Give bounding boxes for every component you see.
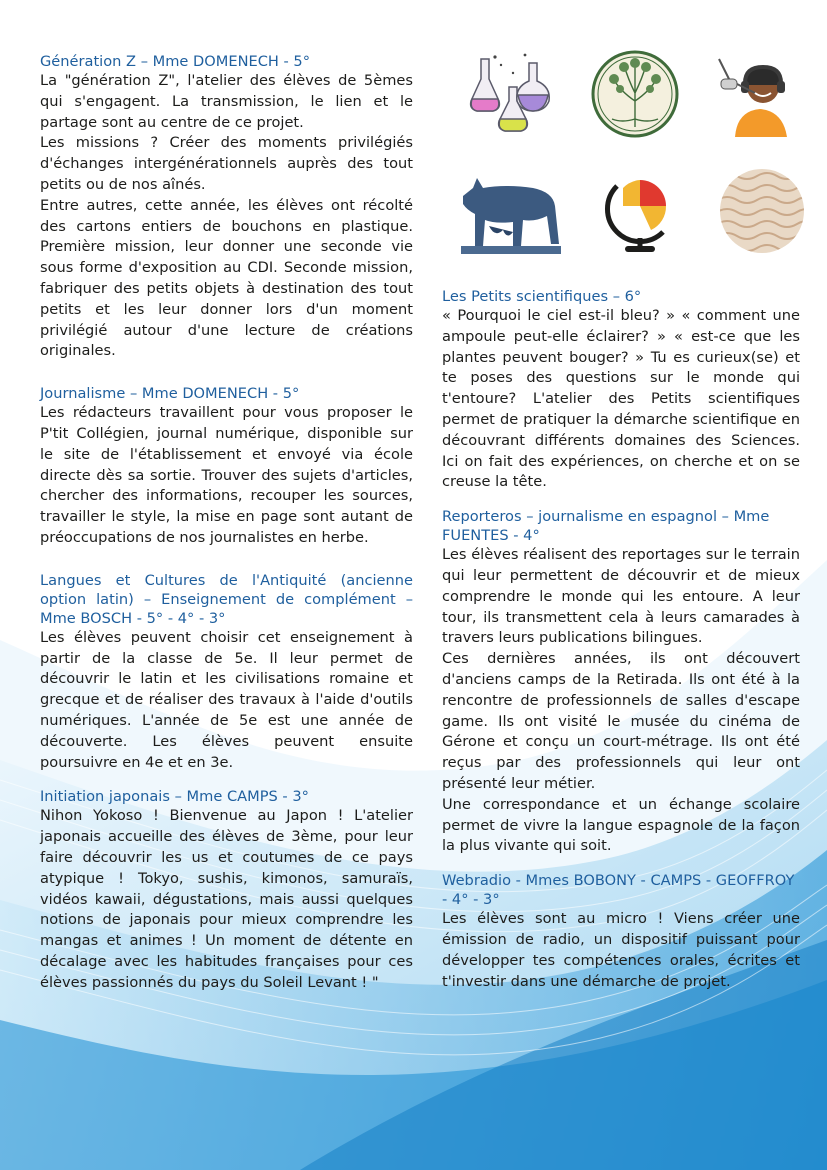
paragraph: Les élèves réalisent des reportages sur le terrain qui leur permettent de découvrir et de mieux comprendre le monde qui les entoure. A leur tour, ils transmettent cela à leurs camarades à travers leurs publications bilingues.	[442, 546, 800, 647]
section-title: Génération Z – Mme DOMENECH - 5°	[40, 53, 311, 70]
paragraph: Entre autres, cette année, les élèves ont récolté des cartons entiers de bouchons en plastique. Première mission, leur donner une seconde vie sous forme d'exposition au CDI. Seconde mission, fabriquer des petits objets à destination des tout petits et les leur donner lors d'un moment privilégié autour d'une lecture de créations originales.	[40, 196, 413, 360]
tree-of-life-icon	[590, 49, 680, 139]
section-reporteros	[442, 507, 800, 857]
section-title: Initiation japonais – Mme CAMPS - 3°	[40, 788, 309, 806]
paragraph: Les élèves sont au micro ! Viens créer une émission de radio, un dispositif puissant pour développer tes compétences orales, écrites et t'investir dans une démarche de projet.	[442, 910, 800, 990]
section-title: Les Petits scientifiques – 6°	[442, 288, 642, 305]
paragraph: Une correspondance et un échange scolaire permet de vivre la langue espagnole de la façon la plus vivante qui soit.	[442, 795, 800, 855]
paragraph: « Pourquoi le ciel est-il bleu? » « comment une ampoule peut-elle éclairer? » « est-ce que les plantes peuvent bouger? » Tu es curieux(se) et te poses des questions sur le monde qui t'entoure? L'atelier des Petits scientifiques permet de pratiquer la démarche scientifique en découvrant différents domaines des Sciences. Ici on fait des expériences, on cherche et on se creuse la tête.	[442, 307, 800, 491]
flasks-icon	[465, 49, 555, 139]
section-petits-scientifiques	[442, 287, 800, 493]
section-journalisme	[40, 384, 413, 549]
woven-pattern-icon	[717, 166, 807, 256]
section-title: Journalisme – Mme DOMENECH - 5°	[40, 385, 300, 403]
section-title: Langues et Cultures de l'Antiquité (ancienne option latin) – Enseignement de complément – Mme BOSCH - 5° - 4° - 3°	[40, 571, 413, 627]
section-title: Webradio - Mmes BOBONY - CAMPS - GEOFFROY - 4° - 3°	[442, 872, 795, 909]
illustrations-grid	[455, 44, 805, 264]
section-langues-antiquite	[40, 571, 413, 774]
section-generation-z	[40, 52, 413, 362]
globe-icon	[595, 166, 685, 256]
paragraph: Ces dernières années, ils ont découvert d'anciens camps de la Retirada. Ils ont été à la rencontre de professionnels de salles d'escape game. Ils ont visité le musée du cinéma de Gérone et conçu un court-métrage. Ils ont été reçus par des professionnels qui leur ont présenté leur métier.	[442, 650, 800, 792]
radio-host-icon	[715, 49, 805, 139]
section-japonais	[40, 787, 413, 993]
paragraph: La "génération Z", l'atelier des élèves de 5èmes qui s'engagent. La transmission, le lien et le partage sont au centre de ce projet.	[40, 72, 413, 131]
paragraph: Nihon Yokoso ! Bienvenue au Japon ! L'atelier japonais accueille des élèves de 3ème, pour leur faire découvrir les us et coutumes de ce pays atypique ! Tokyo, sushis, kimonos, samuraïs, vidéos kawaii, dégustations, mais aussi quelques notions de japonais pour mieux comprendre les mangas et animes ! Un moment de détente en décalage avec les habitudes françaises pour ces élèves passionnés du pays du Soleil Levant ! "	[40, 807, 413, 991]
paragraph: Les élèves peuvent choisir cet enseignement à partir de la classe de 5e. Il leur permet de découvrir le latin et les civilisations romaine et grecque et de réaliser des travaux à l'aide d'outils numériques. L'année de 5e est une année de découverte. Les élèves peuvent ensuite poursuivre en 4e et en 3e.	[40, 628, 413, 771]
paragraph: Les missions ? Créer des moments privilégiés d'échanges intergénérationnels auprès des tout petits ou de nos aînés.	[40, 134, 413, 193]
right-column	[442, 287, 800, 992]
section-webradio	[442, 871, 800, 992]
paragraph: Les rédacteurs travaillent pour vous proposer le P'tit Collégien, journal numérique, disponible sur le site de l'établissement et envoyé via école directe dès sa sortie. Trouver des sujets d'articles, chercher des informations, recouper les sources, travailler le style, la mise en page sont autant de préoccupations de nos journalistes en herbe.	[40, 404, 413, 546]
roman-she-wolf-icon	[455, 166, 565, 256]
left-column	[40, 52, 413, 993]
section-title: Reporteros – journalisme en espagnol – Mme FUENTES - 4°	[442, 508, 770, 545]
